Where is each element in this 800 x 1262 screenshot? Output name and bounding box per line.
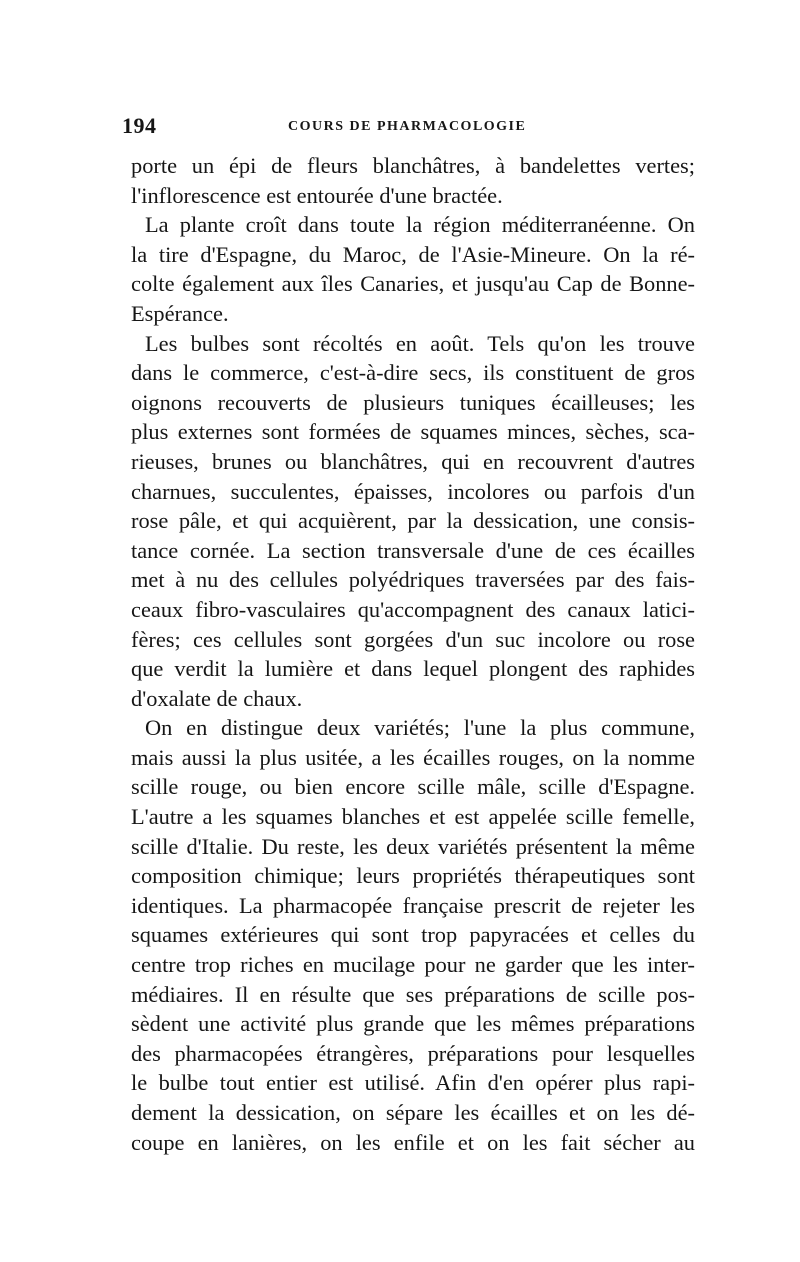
text-line: charnues, succulentes, épaisses, incolores ou parfois d'un — [131, 478, 695, 504]
text-line: rieuses, brunes ou blanchâtres, qui en recouvrent d'autres — [131, 448, 695, 474]
text-line: ceaux fibro-vasculaires qu'accompagnent des canaux latici- — [131, 596, 695, 622]
text-line: sèdent une activité plus grande que les mêmes préparations — [131, 1011, 695, 1037]
text-line: rose pâle, et qui acquièrent, par la dessication, une consis- — [131, 508, 695, 534]
text-line: des pharmacopées étrangères, préparations pour lesquelles — [131, 1040, 695, 1066]
text-line: que verdit la lumière et dans lequel plongent des raphides — [131, 656, 695, 682]
paragraph — [131, 713, 695, 1157]
text-line: Espérance. — [131, 300, 229, 326]
text-line: la tire d'Espagne, du Maroc, de l'Asie-Mineure. On la ré- — [131, 241, 695, 267]
text-line: La plante croît dans toute la région méditerranéenne. On — [145, 212, 695, 238]
text-line: plus externes sont formées de squames minces, sèches, sca- — [131, 419, 695, 445]
text-line: dans le commerce, c'est-à-dire secs, ils constituent de gros — [131, 360, 695, 386]
text-line: porte un épi de fleurs blanchâtres, à bandelettes vertes; — [131, 153, 695, 178]
running-title: COURS DE PHARMACOLOGIE — [288, 119, 527, 134]
text-line: mais aussi la plus usitée, a les écailles rouges, on la nomme — [131, 744, 695, 770]
text-line: scille rouge, ou bien encore scille mâle, scille d'Espagne. — [131, 774, 695, 800]
text-line: squames extérieures qui sont trop papyracées et celles du — [131, 922, 695, 948]
text-line: médiaires. Il en résulte que ses préparations de scille pos- — [131, 981, 695, 1007]
text-line: fères; ces cellules sont gorgées d'un suc incolore ou rose — [131, 626, 695, 652]
text-line: le bulbe tout entier est utilisé. Afin d'en opérer plus rapi- — [131, 1070, 695, 1096]
text-line: centre trop riches en mucilage pour ne garder que les inter- — [131, 952, 695, 978]
paragraph — [131, 210, 695, 328]
text-line: composition chimique; leurs propriétés thérapeutiques sont — [131, 863, 695, 889]
text-line: identiques. La pharmacopée française prescrit de rejeter les — [131, 892, 695, 918]
text-line: Les bulbes sont récoltés en août. Tels qu'on les trouve — [145, 330, 695, 356]
text-line: l'inflorescence est entourée d'une bractée. — [131, 182, 503, 208]
text-line: tance cornée. La section transversale d'une de ces écailles — [131, 537, 695, 563]
text-line: d'oxalate de chaux. — [131, 685, 303, 711]
text-line: scille d'Italie. Du reste, les deux variétés présentent la même — [131, 833, 695, 859]
paragraph — [131, 151, 695, 210]
text-line: dement la dessication, on sépare les écailles et on les dé- — [131, 1100, 695, 1125]
text-line: L'autre a les squames blanches et est appelée scille femelle, — [131, 804, 695, 830]
page-number: 194 — [122, 113, 157, 138]
text-line: coupe en lanières, on les enfile et on les fait sécher au — [131, 1129, 695, 1155]
paragraph — [131, 329, 695, 714]
text-line: oignons recouverts de plusieurs tuniques écailleuses; les — [131, 389, 695, 415]
running-head — [122, 113, 690, 141]
body-text — [131, 151, 695, 1157]
text-line: met à nu des cellules polyédriques traversées par des fais- — [131, 567, 695, 593]
text-line: colte également aux îles Canaries, et jusqu'au Cap de Bonne- — [131, 271, 695, 297]
text-line: On en distingue deux variétés; l'une la plus commune, — [145, 715, 695, 741]
